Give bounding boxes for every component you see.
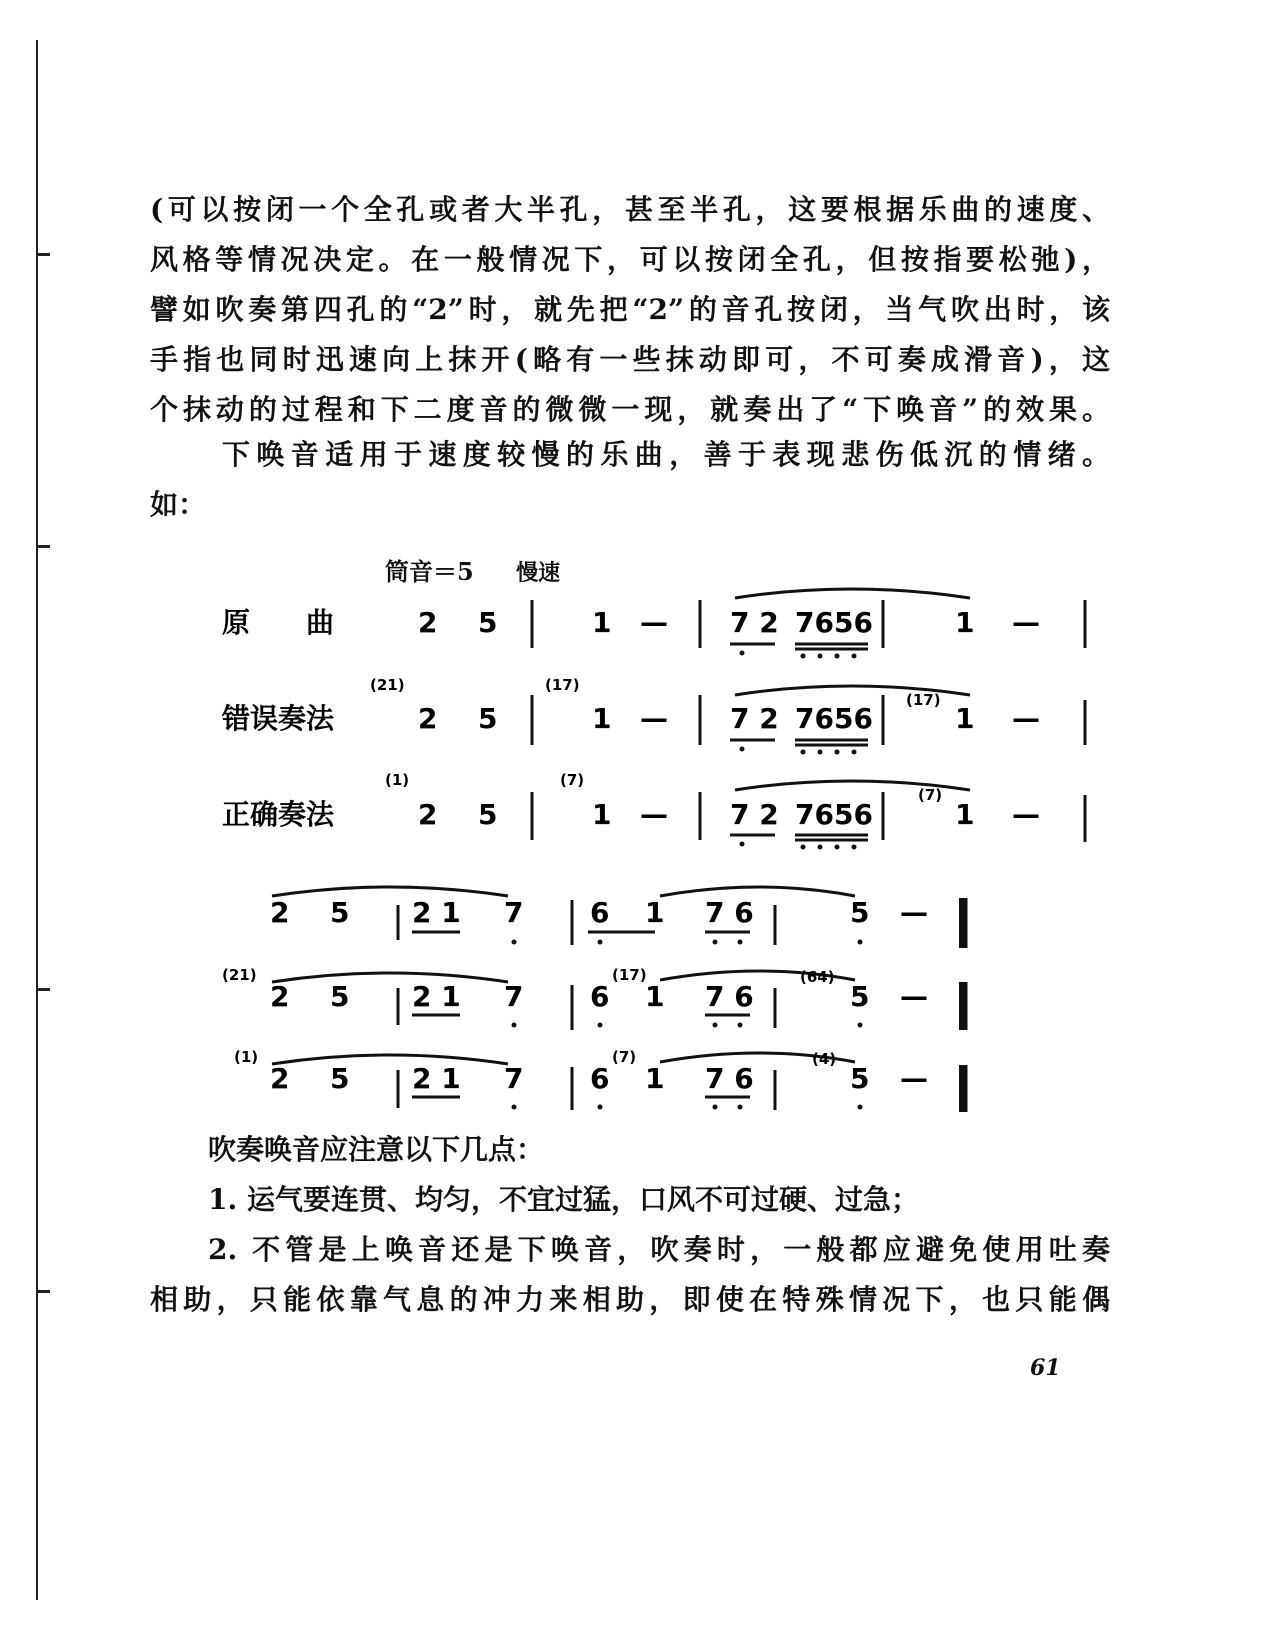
paragraph-3: [150, 1125, 1110, 1325]
text-line: (可以按闭一个全孔或者大半孔，甚至半孔，这要根据乐曲的速度、: [150, 193, 1110, 226]
low-dot: [835, 750, 840, 755]
grace-note: (1): [234, 1048, 259, 1066]
text-line: 如：: [150, 488, 207, 521]
note: 1: [955, 798, 975, 831]
note: 1: [592, 702, 612, 735]
note: 1: [592, 798, 612, 831]
dash: —: [1012, 798, 1040, 831]
text-line: 譬如吹奏第四孔的“2”时，就先把“2”的音孔按闭，当气吹出时，该: [150, 293, 1110, 326]
tempo-speed: 慢速: [516, 560, 561, 586]
note-group: 2 1: [412, 980, 461, 1013]
note: 5: [478, 702, 498, 735]
grace-note: (4): [812, 1050, 837, 1068]
note: 1: [955, 702, 975, 735]
note: 2: [270, 1062, 290, 1095]
note: 2: [270, 896, 290, 929]
text-line: 吹奏唤音应注意以下几点：: [208, 1133, 545, 1166]
low-dot: [598, 1105, 603, 1110]
grace-note: (1): [385, 771, 410, 789]
note-group: 7 2: [730, 798, 779, 831]
grace-note: (7): [918, 786, 943, 804]
note: 6: [590, 896, 610, 929]
low-dot: [852, 654, 857, 659]
note-group: 7656: [795, 798, 873, 831]
row-label-original: 原 曲: [222, 606, 335, 639]
note: 2: [418, 798, 438, 831]
page-number: 61: [1030, 1355, 1061, 1381]
low-dot: [858, 1105, 863, 1110]
low-dot: [835, 845, 840, 850]
low-dot: [738, 1105, 743, 1110]
dash: —: [900, 1062, 928, 1095]
grace-note: (64): [800, 968, 835, 986]
dash: —: [1012, 702, 1040, 735]
note-group: 2 1: [412, 1062, 461, 1095]
note-group: 2 1: [412, 896, 461, 929]
low-dot: [801, 750, 806, 755]
low-dot: [801, 654, 806, 659]
note: 1: [645, 980, 665, 1013]
grace-note: (17): [612, 966, 647, 984]
low-dot: [713, 940, 718, 945]
note: 7: [504, 980, 524, 1013]
note: 5: [478, 606, 498, 639]
note-group: 7 6: [705, 896, 754, 929]
dash: —: [640, 606, 668, 639]
low-dot: [835, 654, 840, 659]
text-line: 下唤音适用于速度较慢的乐曲，善于表现悲伤低沉的情绪。: [222, 438, 1110, 471]
grace-note: (17): [906, 691, 941, 709]
low-dot: [598, 1023, 603, 1028]
note-group: 7 2: [730, 702, 779, 735]
text-line: 相助，只能依靠气息的冲力来相助，即使在特殊情况下，也只能偶: [150, 1283, 1110, 1316]
grace-note: (7): [612, 1048, 637, 1066]
row-label-wrong: 错误奏法: [222, 702, 335, 735]
note-group: 7656: [795, 702, 873, 735]
note-group: 7656: [795, 606, 873, 639]
low-dot: [740, 747, 745, 752]
low-dot: [738, 1023, 743, 1028]
low-dot: [598, 940, 603, 945]
key-signature: 筒音＝5: [385, 557, 474, 586]
dash: —: [640, 798, 668, 831]
note: 5: [850, 896, 870, 929]
note-group: 7 6: [705, 980, 754, 1013]
slur: [272, 1055, 508, 1064]
slur: [735, 589, 970, 598]
slur: [272, 887, 508, 896]
low-dot: [858, 1023, 863, 1028]
grace-note: (17): [545, 676, 580, 694]
low-dot: [818, 845, 823, 850]
note: 6: [590, 1062, 610, 1095]
grace-note: (21): [370, 676, 405, 694]
note: 7: [504, 1062, 524, 1095]
low-dot: [740, 842, 745, 847]
note-group: 7 2: [730, 606, 779, 639]
slur: [272, 973, 508, 982]
note: 5: [330, 1062, 350, 1095]
note: 5: [478, 798, 498, 831]
note: 7: [504, 896, 524, 929]
note-group: 7 6: [705, 1062, 754, 1095]
note: 5: [850, 1062, 870, 1095]
note: 1: [645, 896, 665, 929]
low-dot: [818, 750, 823, 755]
text-line: 个抹动的过程和下二度音的微微一现，就奏出了“下唤音”的效果。: [150, 393, 1110, 426]
low-dot: [852, 845, 857, 850]
text-line: 1. 运气要连贯、均匀，不宜过猛，口风不可过硬、过急；: [208, 1183, 919, 1216]
low-dot: [713, 1105, 718, 1110]
text-line: 手指也同时迅速向上抹开(略有一些抹动即可，不可奏成滑音)，这: [150, 343, 1110, 376]
text-line: 2. 不管是上唤音还是下唤音，吹奏时，一般都应避免使用吐奏: [208, 1233, 1110, 1266]
low-dot: [818, 654, 823, 659]
low-dot: [801, 845, 806, 850]
note: 2: [418, 702, 438, 735]
low-dot: [738, 940, 743, 945]
note: 5: [330, 980, 350, 1013]
dash: —: [900, 980, 928, 1013]
note: 1: [592, 606, 612, 639]
note: 5: [850, 980, 870, 1013]
low-dot: [512, 1023, 517, 1028]
row-label-correct: 正确奏法: [222, 798, 335, 831]
note: 6: [590, 980, 610, 1013]
dash: —: [900, 896, 928, 929]
text-line: 风格等情况决定。在一般情况下，可以按闭全孔，但按指要松弛)，: [150, 243, 1110, 276]
note: 1: [645, 1062, 665, 1095]
grace-note: (21): [222, 966, 257, 984]
dash: —: [640, 702, 668, 735]
low-dot: [852, 750, 857, 755]
grace-note: (7): [560, 771, 585, 789]
note: 2: [270, 980, 290, 1013]
low-dot: [740, 651, 745, 656]
note: 1: [955, 606, 975, 639]
slur: [660, 887, 855, 896]
low-dot: [713, 1023, 718, 1028]
low-dot: [858, 940, 863, 945]
note: 5: [330, 896, 350, 929]
low-dot: [512, 940, 517, 945]
note: 2: [418, 606, 438, 639]
dash: —: [1012, 606, 1040, 639]
low-dot: [512, 1105, 517, 1110]
